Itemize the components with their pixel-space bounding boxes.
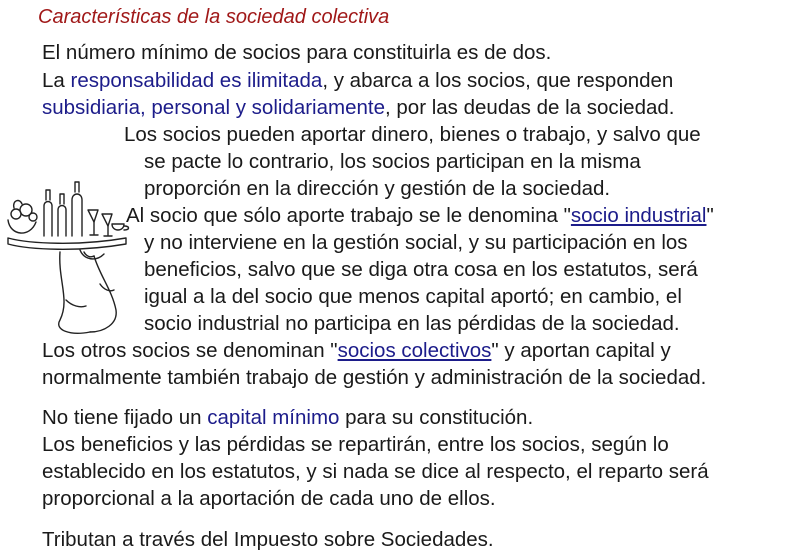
- tributan-text: Tributan a través del Impuesto sobre Sociedades.: [42, 528, 494, 551]
- capital-minimo-line: [42, 405, 533, 431]
- text-segment: , por las deudas de la sociedad.: [385, 96, 675, 119]
- socios-colectivos-line-2: normalmente también trabajo de gestión y administración de la sociedad.: [42, 366, 707, 389]
- text-segment: para su constitución.: [339, 406, 534, 429]
- text-segment: No tiene fijado un: [42, 406, 208, 429]
- aportes-line-3: proporción en la dirección y gestión de la sociedad.: [144, 177, 611, 200]
- capital-minimo-highlight: capital mínimo: [207, 406, 340, 429]
- text-segment: " y aportan capital y: [491, 339, 671, 362]
- socio-industrial-line-4: igual a la del socio que menos capital aportó; en cambio, el: [144, 285, 682, 308]
- responsabilidad-line-1: [42, 68, 673, 94]
- text-segment: ": [706, 204, 714, 227]
- min-socios-text: El número mínimo de socios para constituirla es de dos.: [42, 41, 552, 64]
- aportes-line-2: se pacte lo contrario, los socios participan en la misma: [144, 150, 641, 173]
- socio-industrial-line-1: [126, 203, 714, 229]
- slide-title: Características de la sociedad colectiva: [38, 6, 390, 28]
- beneficios-line-1: Los beneficios y las pérdidas se repartirán, entre los socios, según lo: [42, 433, 669, 456]
- socio-industrial-line-3: beneficios, salvo que se diga otra cosa en los estatutos, será: [144, 258, 698, 281]
- subsidiaria-highlight: subsidiaria, personal y solidariamente: [42, 96, 385, 119]
- text-segment: La: [42, 69, 71, 92]
- text-segment: Al socio que sólo aporte trabajo se le denomina ": [126, 204, 571, 227]
- text-segment: , y abarca a los socios, que responden: [322, 69, 674, 92]
- text-segment: Los otros socios se denominan ": [42, 339, 338, 362]
- socios-colectivos-highlight: socios colectivos: [337, 339, 492, 362]
- waiter-tray-sketch-icon: [0, 180, 135, 340]
- socio-industrial-highlight: socio industrial: [570, 204, 707, 227]
- responsabilidad-line-2: [42, 95, 674, 121]
- responsabilidad-highlight: responsabilidad es ilimitada: [70, 69, 323, 92]
- beneficios-line-2: establecido en los estatutos, y si nada se dice al respecto, el reparto será: [42, 460, 709, 483]
- socios-colectivos-line-1: [42, 338, 671, 364]
- socio-industrial-line-5: socio industrial no participa en las pérdidas de la sociedad.: [144, 312, 680, 335]
- socio-industrial-line-2: y no interviene en la gestión social, y su participación en los: [144, 231, 688, 254]
- aportes-line-1: Los socios pueden aportar dinero, bienes o trabajo, y salvo que: [124, 123, 701, 146]
- beneficios-line-3: proporcional a la aportación de cada uno de ellos.: [42, 487, 496, 510]
